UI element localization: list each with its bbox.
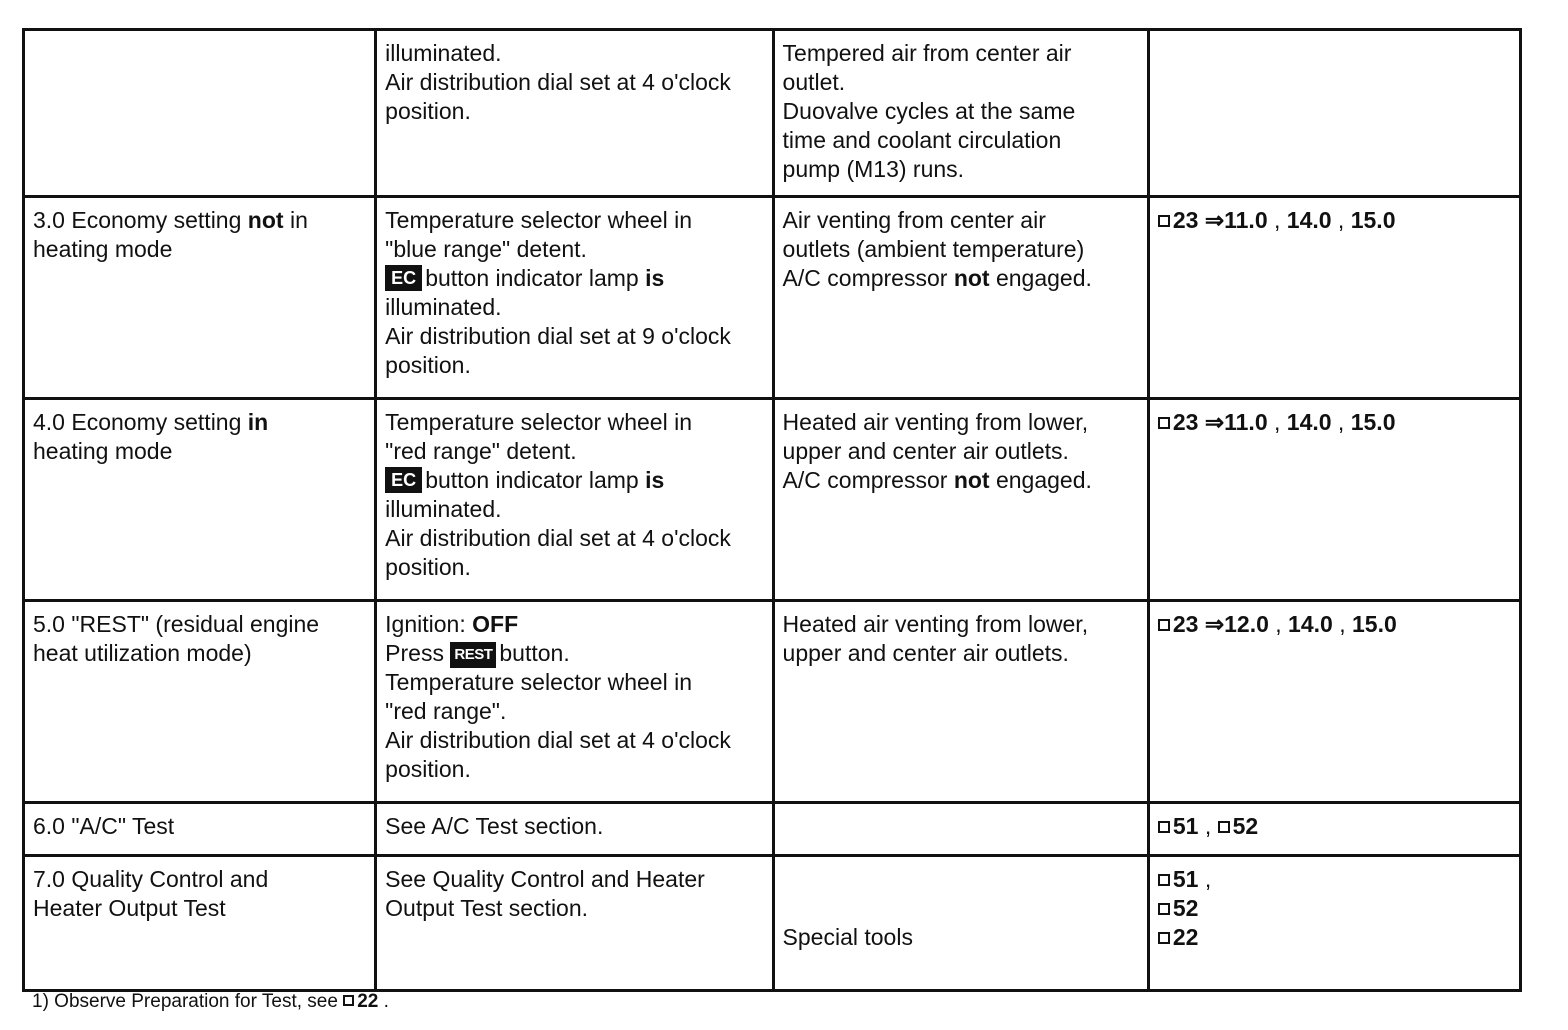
conditions-cell: See Quality Control and Heater Output Test section. (376, 856, 773, 991)
conditions-cell: See A/C Test section. (376, 803, 773, 856)
page-reference-icon (1158, 821, 1170, 833)
table-row (24, 399, 1521, 601)
ec-button-icon: EC (385, 467, 422, 493)
step-link[interactable]: 14.0 (1286, 409, 1332, 435)
rest-button-icon: REST (450, 642, 496, 668)
step-link[interactable]: 11.0 (1224, 409, 1268, 435)
result-cell: Special tools (773, 856, 1148, 991)
step-link[interactable]: 15.0 (1350, 409, 1396, 435)
test-step-cell: 7.0 Quality Control and Heater Output Test (24, 856, 376, 991)
page-reference-icon (1158, 619, 1170, 631)
conditions-cell: Ignition: OFF Press REST button. Temperature selector wheel in "red range". Air distribution dial set at 4 o'clock position. (376, 601, 773, 803)
result-cell: Heated air venting from lower, upper and center air outlets. A/C compressor not engaged. (773, 399, 1148, 601)
page-reference-icon (343, 995, 354, 1006)
step-link[interactable]: 11.0 (1224, 207, 1268, 233)
result-cell: Air venting from center air outlets (ambient temperature) A/C compressor not engaged. (773, 197, 1148, 399)
ec-button-icon: EC (385, 265, 422, 291)
table-row (24, 30, 1521, 197)
reference-cell: 23 ⇒11.0 , 14.0 , 15.0 (1148, 197, 1520, 399)
test-step-cell: 4.0 Economy setting in heating mode (24, 399, 376, 601)
conditions-cell: Temperature selector wheel in "blue range" detent. EC button indicator lamp is illuminated. Air distribution dial set at 9 o'clock position. (376, 197, 773, 399)
page-link[interactable]: 52 (1172, 895, 1199, 921)
result-cell: Heated air venting from lower, upper and center air outlets. (773, 601, 1148, 803)
conditions-cell: Temperature selector wheel in "red range" detent. EC button indicator lamp is illuminated. Air distribution dial set at 4 o'clock position. (376, 399, 773, 601)
reference-cell: 23 ⇒12.0 , 14.0 , 15.0 (1148, 601, 1520, 803)
page-link[interactable]: 23 (1172, 409, 1199, 435)
page-reference-icon (1158, 874, 1170, 886)
test-step-cell: 5.0 "REST" (residual engine heat utilization mode) (24, 601, 376, 803)
page-link[interactable]: 52 (1232, 813, 1259, 839)
step-link[interactable]: 15.0 (1350, 207, 1396, 233)
page-reference-icon (1158, 932, 1170, 944)
reference-cell (1148, 30, 1520, 197)
page-link[interactable]: 51 (1172, 813, 1199, 839)
table-row (24, 856, 1521, 991)
page-link[interactable]: 22 (1172, 924, 1199, 950)
page-reference-icon (1218, 821, 1230, 833)
page-reference-icon (1158, 215, 1170, 227)
result-cell (773, 803, 1148, 856)
reference-cell: 23 ⇒11.0 , 14.0 , 15.0 (1148, 399, 1520, 601)
table-row (24, 601, 1521, 803)
test-procedure-table (22, 28, 1522, 992)
test-step-cell: 3.0 Economy setting not in heating mode (24, 197, 376, 399)
table-row (24, 803, 1521, 856)
table-row (24, 197, 1521, 399)
page-link[interactable]: 51 (1172, 866, 1199, 892)
page-reference-icon (1158, 903, 1170, 915)
step-link[interactable]: 15.0 (1351, 611, 1397, 637)
reference-cell: 51 , 52 22 (1148, 856, 1520, 991)
page-link[interactable]: 22 (357, 991, 379, 1012)
page-link[interactable]: 23 (1172, 611, 1199, 637)
page-reference-icon (1158, 417, 1170, 429)
page-link[interactable]: 23 (1172, 207, 1199, 233)
conditions-cell: illuminated. Air distribution dial set at 4 o'clock position. (376, 30, 773, 197)
test-step-cell (24, 30, 376, 197)
step-link[interactable]: 14.0 (1286, 207, 1332, 233)
footnote: 1) Observe Preparation for Test, see 22 . (32, 991, 389, 1012)
result-cell: Tempered air from center air outlet. Duovalve cycles at the same time and coolant circulation pump (M13) runs. (773, 30, 1148, 197)
test-step-cell: 6.0 "A/C" Test (24, 803, 376, 856)
reference-cell: 51 , 52 (1148, 803, 1520, 856)
step-link[interactable]: 12.0 (1224, 611, 1269, 637)
step-link[interactable]: 14.0 (1288, 611, 1333, 637)
